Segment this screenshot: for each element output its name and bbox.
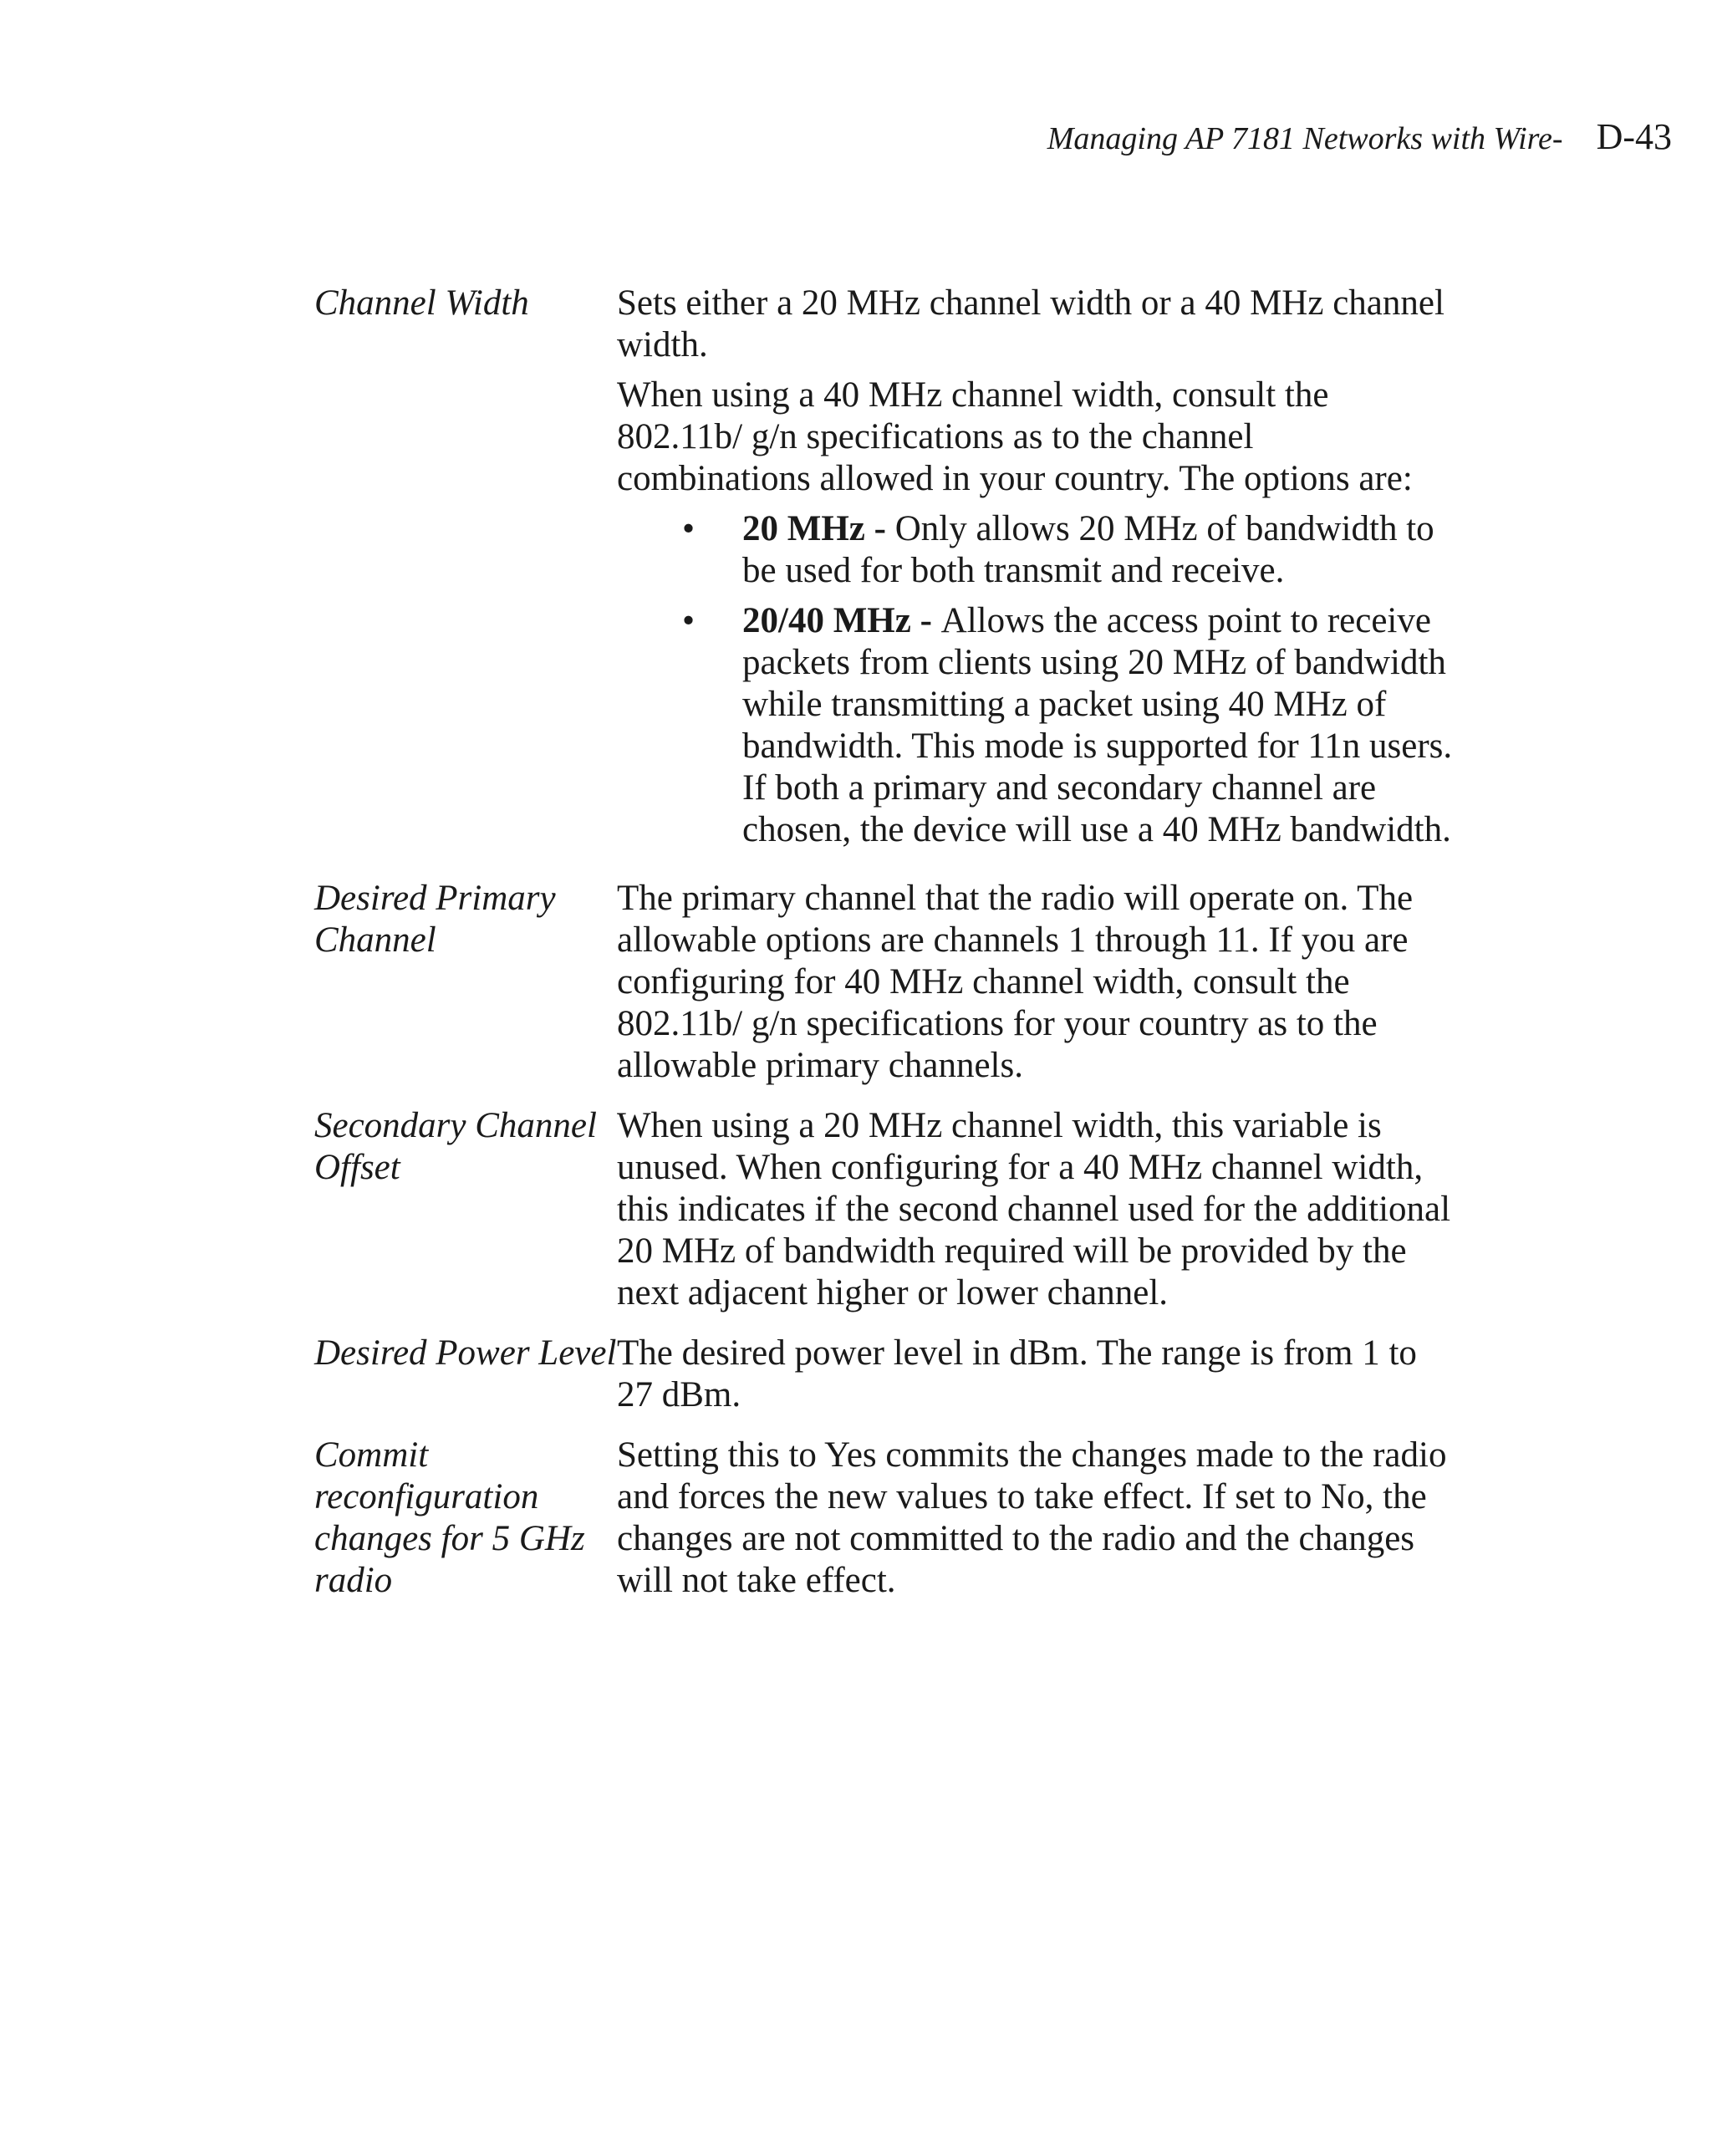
bullet-icon: • <box>682 601 696 640</box>
term-label: Desired Primary Channel <box>314 879 556 960</box>
term-label: Secondary Channel Offset <box>314 1106 597 1187</box>
description-paragraph: Sets either a 20 MHz channel width or a 40 MHz channel width. <box>617 283 1444 364</box>
page-header <box>1047 115 1672 158</box>
term-description <box>617 1333 1453 1416</box>
description-paragraph: Setting this to Yes commits the changes made to the radio and forces the new values to take effect. If set to No, the changes are not committed to the radio and the changes will not take effect. <box>617 1435 1447 1600</box>
definition-row-secondary-channel-offset <box>314 1105 1485 1314</box>
option-text: Allows the access point to receive packets from clients using 20 MHz of bandwidth while transmitting a packet using 40 MHz of bandwidth. This mode is supported for 11n users. If both a primary and secondary channel are chosen, the device will use a 40 MHz bandwidth. <box>742 601 1453 849</box>
term-description <box>617 878 1453 1087</box>
description-paragraph: The desired power level in dBm. The range is from 1 to 27 dBm. <box>617 1333 1417 1414</box>
option-separator: - <box>910 601 941 640</box>
option-item <box>617 600 1453 851</box>
option-separator: - <box>864 509 895 548</box>
running-title: Managing AP 7181 Networks with Wire- <box>1047 121 1563 156</box>
option-text: Only allows 20 MHz of bandwidth to be used for both transmit and receive. <box>742 509 1434 590</box>
page-number: D-43 <box>1596 116 1672 157</box>
option-name: 20/40 MHz <box>742 601 911 640</box>
description-paragraph: When using a 40 MHz channel width, consult the 802.11b/ g/n specifications as to the channel combinations allowed in your country. The options are: <box>617 375 1413 498</box>
description-paragraph: The primary channel that the radio will operate on. The allowable options are channels 1 through 11. If you are configuring for 40 MHz channel width, consult the 802.11b/ g/n specifications for your country as to the allowable primary channels. <box>617 879 1414 1085</box>
definition-table <box>314 283 1485 1620</box>
term-label: Desired Power Level <box>314 1333 617 1373</box>
definition-row-desired-power-level <box>314 1333 1485 1416</box>
definition-row-desired-primary-channel <box>314 878 1485 1087</box>
option-name: 20 MHz <box>742 509 865 548</box>
option-list <box>617 508 1453 851</box>
term-label: Commit reconfiguration changes for 5 GHz radio <box>314 1435 585 1600</box>
description-paragraph: When using a 20 MHz channel width, this variable is unused. When configuring for a 40 MHz channel width, this indicates if the second channel used for the additional 20 MHz of bandwidth required will be provided by the next adjacent higher or lower channel. <box>617 1106 1451 1312</box>
definition-row-channel-width <box>314 283 1485 859</box>
term-label: Channel Width <box>314 283 529 323</box>
term-description <box>617 1435 1453 1602</box>
bullet-icon: • <box>682 509 696 548</box>
definition-row-commit-reconfiguration <box>314 1435 1485 1602</box>
option-item <box>617 508 1453 592</box>
term-description <box>617 1105 1453 1314</box>
term-description <box>617 283 1453 859</box>
